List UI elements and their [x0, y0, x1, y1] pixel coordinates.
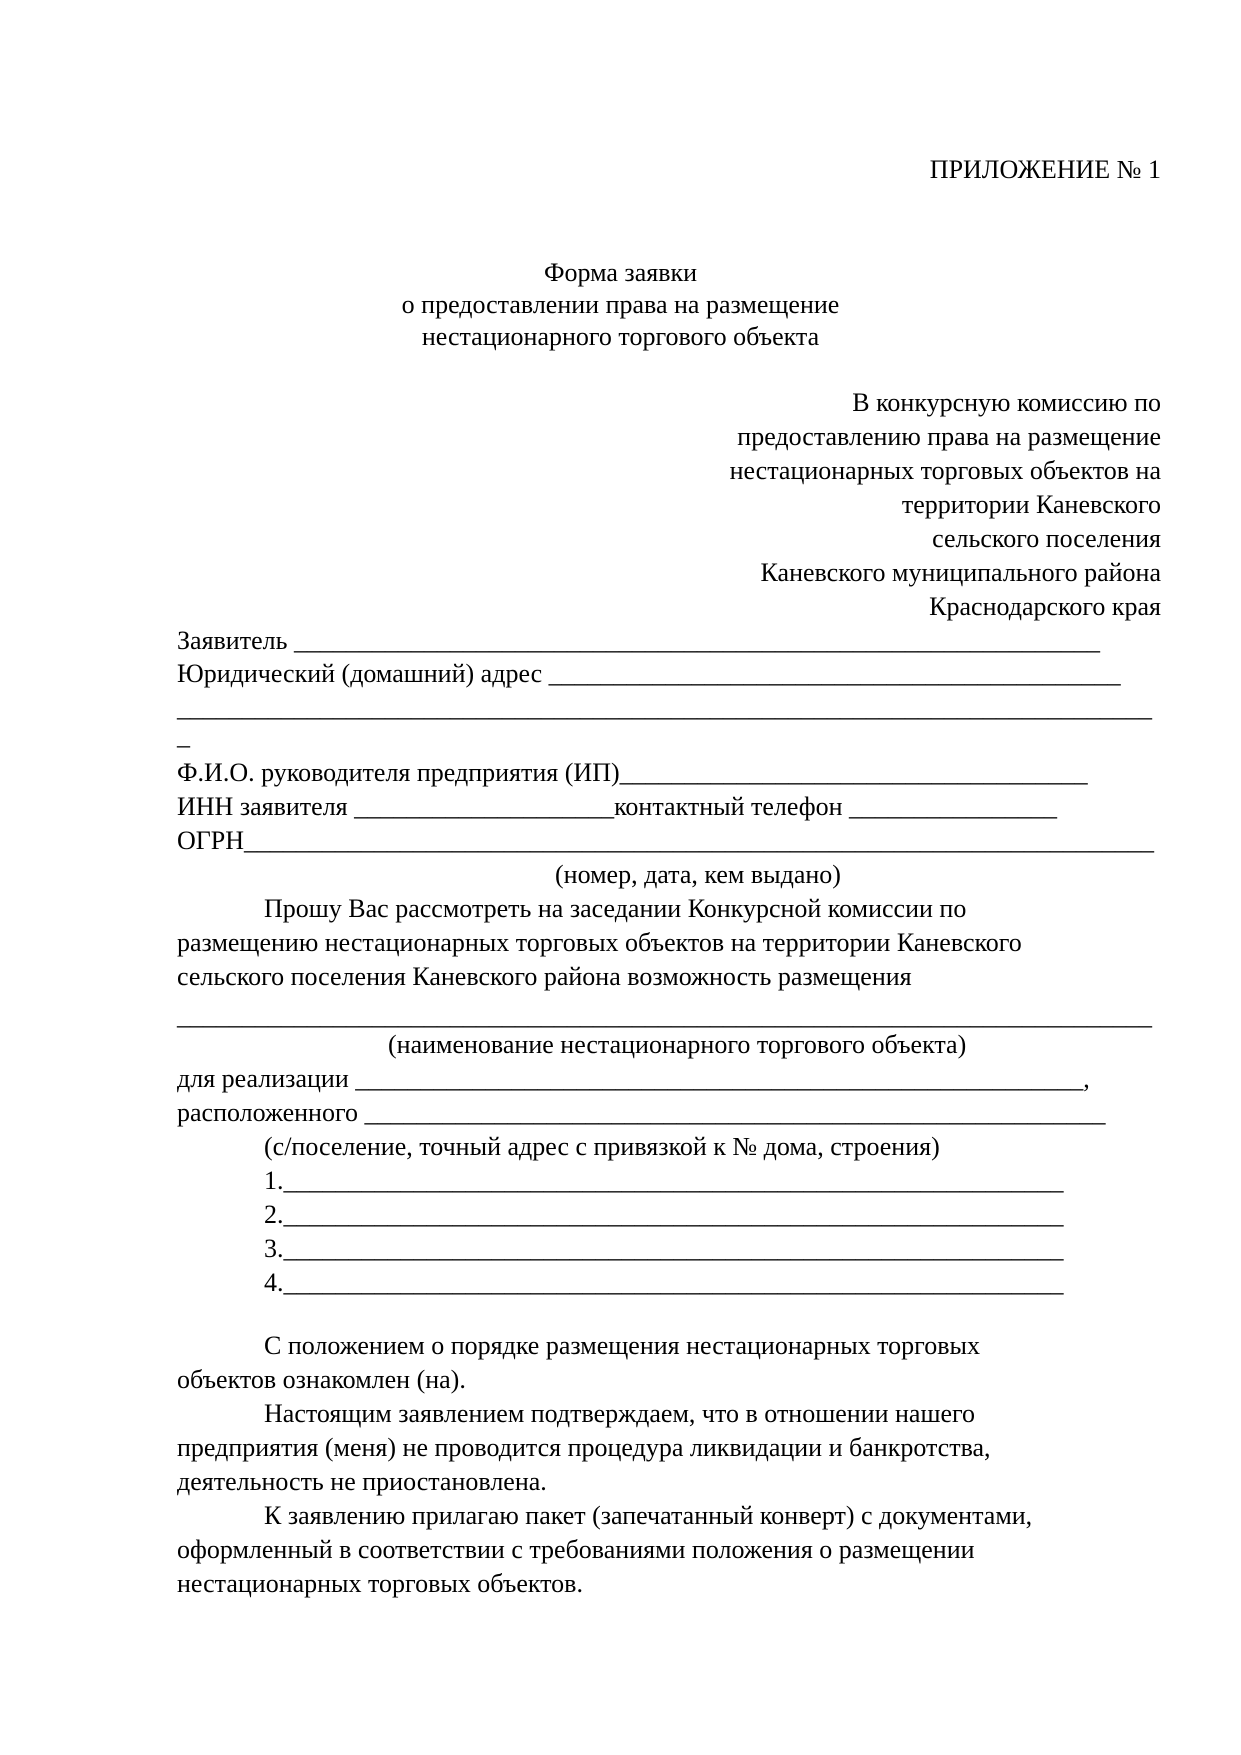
- addressee-line-4: территории Каневского: [901, 490, 1161, 519]
- paragraph-1-line-1: С положением о порядке размещения нестационарных торговых: [264, 1331, 980, 1360]
- legal-address-continuation: ___________________________________________________________________________: [177, 693, 1152, 722]
- paragraph-3-line-2: оформленный в соответствии с требованиями положения о размещении: [177, 1535, 975, 1564]
- addressee-line-7: Краснодарского края: [929, 592, 1161, 621]
- addressee-line-3: нестационарных торговых объектов на: [729, 456, 1161, 485]
- form-title-line-3: нестационарного торгового объекта: [421, 322, 820, 351]
- form-title-line-1: Форма заявки: [543, 258, 698, 287]
- inn-phone-field: ИНН заявителя ____________________контактный телефон ________________: [177, 792, 1058, 821]
- paragraph-1-line-2: объектов ознакомлен (на).: [177, 1365, 466, 1394]
- addressee-line-6: Каневского муниципального района: [760, 558, 1161, 587]
- request-line-3: сельского поселения Каневского района возможность размещения: [177, 962, 912, 991]
- ogrn-hint: (номер, дата, кем выдано): [555, 860, 841, 889]
- paragraph-3-line-1: К заявлению прилагаю пакет (запечатанный конверт) с документами,: [264, 1501, 1033, 1530]
- ogrn-field: ОГРН______________________________________________________________________: [177, 826, 1155, 855]
- appendix-label: ПРИЛОЖЕНИЕ № 1: [929, 155, 1161, 184]
- legal-address-tail: _: [177, 721, 190, 750]
- addressee-line-2: предоставлению права на размещение: [737, 422, 1161, 451]
- numbered-line-3: 3.____________________________________________________________: [264, 1234, 1064, 1263]
- numbered-line-1: 1.____________________________________________________________: [264, 1166, 1064, 1195]
- applicant-field: Заявитель ______________________________________________________________: [177, 626, 1100, 655]
- request-line-2: размещению нестационарных торговых объектов на территории Каневского: [177, 928, 1022, 957]
- location-hint: (с/поселение, точный адрес с привязкой к № дома, строения): [264, 1132, 940, 1161]
- object-name-line: ___________________________________________________________________________: [177, 1001, 1152, 1030]
- legal-address-field: Юридический (домашний) адрес ____________________________________________: [177, 659, 1121, 688]
- request-line-1: Прошу Вас рассмотреть на заседании Конкурсной комиссии по: [264, 894, 967, 923]
- addressee-line-5: сельского поселения: [932, 524, 1161, 553]
- located-field: расположенного _________________________________________________________: [177, 1098, 1106, 1127]
- addressee-line-1: В конкурсную комиссию по: [852, 388, 1161, 417]
- numbered-line-2: 2.____________________________________________________________: [264, 1200, 1064, 1229]
- paragraph-2-line-3: деятельность не приостановлена.: [177, 1467, 547, 1496]
- paragraph-3-line-3: нестационарных торговых объектов.: [177, 1569, 583, 1598]
- for-sale-field: для реализации ________________________________________________________,: [177, 1064, 1090, 1093]
- paragraph-2-line-2: предприятия (меня) не проводится процедура ликвидации и банкротства,: [177, 1433, 991, 1462]
- form-title-line-2: о предоставлении права на размещение: [401, 290, 840, 319]
- object-name-hint: (наименование нестационарного торгового объекта): [388, 1030, 967, 1059]
- director-field: Ф.И.О. руководителя предприятия (ИП)____________________________________: [177, 758, 1088, 787]
- numbered-line-4: 4.____________________________________________________________: [264, 1268, 1064, 1297]
- paragraph-2-line-1: Настоящим заявлением подтверждаем, что в отношении нашего: [264, 1399, 976, 1428]
